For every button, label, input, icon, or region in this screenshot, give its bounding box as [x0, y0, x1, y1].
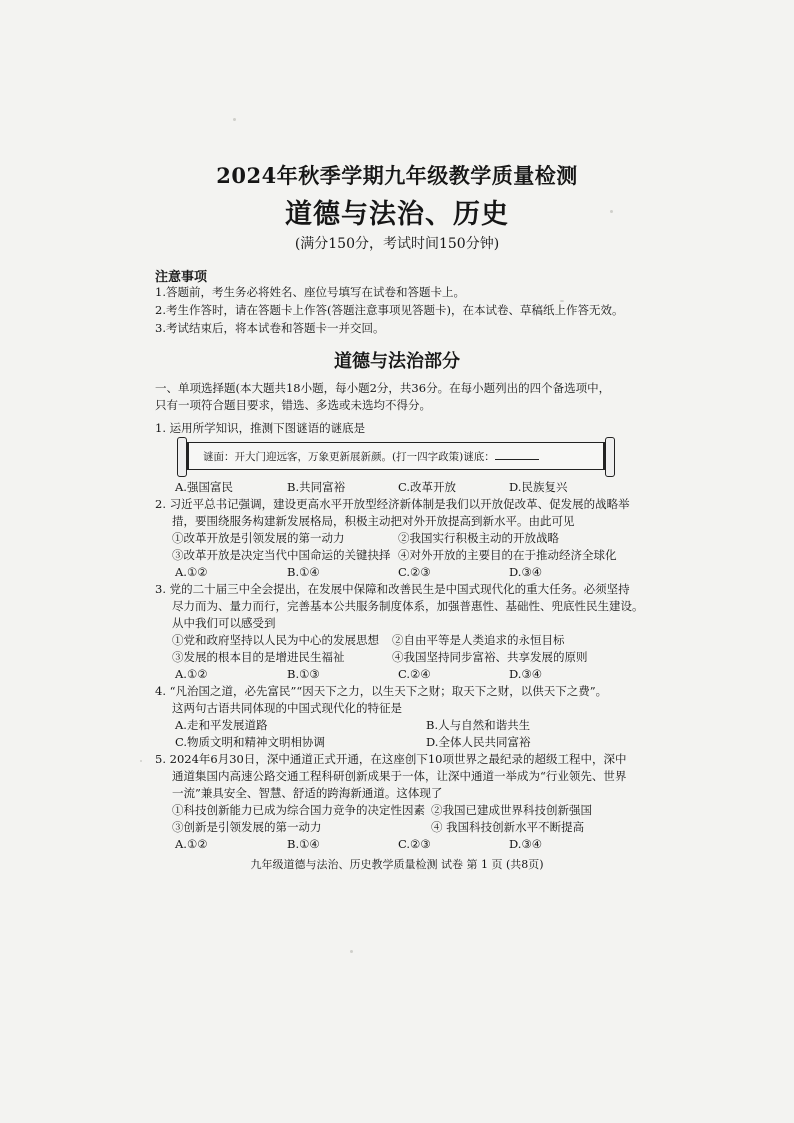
question-4-stem: 这两句古语共同体现的中国式现代化的特征是 — [172, 701, 402, 715]
notes-heading: 注意事项 — [155, 270, 208, 285]
option: C.②③ — [398, 565, 431, 579]
option: A.①② — [175, 667, 208, 681]
statement: ①改革开放是引领发展的第一动力 — [172, 531, 345, 545]
statement: ①科技创新能力已成为综合国力竞争的决定性因素 — [172, 803, 425, 817]
scan-speck — [233, 118, 236, 121]
option: C.②③ — [398, 837, 431, 851]
question-3-stem: 从中我们可以感受到 — [172, 616, 276, 630]
subject-title: 道德与法治、历史 — [285, 199, 509, 230]
option: A.强国富民 — [175, 480, 233, 494]
option: A.走和平发展道路 — [175, 718, 268, 732]
question-1-stem: 1. 运用所学知识，推测下图谜语的谜底是 — [155, 421, 366, 435]
statement: ②自由平等是人类追求的永恒目标 — [392, 633, 565, 647]
option: D.③④ — [509, 837, 543, 851]
option: D.③④ — [509, 565, 543, 579]
statement: ②我国实行积极主动的开放战略 — [398, 531, 559, 545]
option: B.人与自然和谐共生 — [426, 718, 531, 732]
question-5-stem: 通道集国内高速公路交通工程科研创新成果于一体，让深中通道一举成为“行业领先、世界 — [172, 769, 627, 783]
statement: ④我国坚持同步富裕、共享发展的原则 — [392, 650, 588, 664]
score-time: (满分150分，考试时间150分钟) — [294, 236, 500, 252]
scan-speck — [140, 760, 142, 762]
option: A.①② — [175, 565, 208, 579]
option: C.物质文明和精神文明相协调 — [175, 735, 326, 749]
statement: ④对外开放的主要目的在于推动经济全球化 — [398, 548, 617, 562]
option: B.①④ — [287, 837, 320, 851]
notes-item: 1.答题前，考生务必将姓名、座位号填写在试卷和答题卡上。 — [155, 285, 465, 299]
page-footer: 九年级道德与法治、历史教学质量检测 试卷 第 1 页 (共8页) — [250, 858, 544, 871]
scan-speck — [560, 300, 564, 302]
question-3-stem: 尽力而为、量力而行，完善基本公共服务制度体系，加强普惠性、基础性、兜底性民生建设。 — [172, 599, 644, 613]
option: D.民族复兴 — [509, 480, 568, 494]
statement: ④ 我国科技创新水平不断提高 — [431, 820, 585, 834]
question-4-stem: 4. “凡治国之道，必先富民”“因天下之力，以生天下之财；取天下之财，以供天下之费”。 — [155, 684, 608, 698]
section-instruction: 只有一项符合题目要求，错选、多选或未选均不得分。 — [155, 398, 431, 412]
section-title: 道德与法治部分 — [334, 351, 460, 372]
section-instruction: 一、单项选择题(本大题共18小题，每小题2分，共36分。在每小题列出的四个备选项中， — [155, 381, 611, 395]
statement: ②我国已建成世界科技创新强国 — [431, 803, 592, 817]
scan-speck — [350, 950, 353, 953]
option: D.③④ — [509, 667, 543, 681]
question-5-stem: 一流”兼具安全、智慧、舒适的跨海新通道。这体现了 — [172, 786, 443, 800]
exam-title: 2024年秋季学期九年级教学质量检测 — [216, 163, 578, 188]
statement: ③创新是引领发展的第一动力 — [172, 820, 322, 834]
statement: ③改革开放是决定当代中国命运的关键抉择 — [172, 548, 391, 562]
option: B.①④ — [287, 565, 320, 579]
notes-item: 3.考试结束后，将本试卷和答题卡一并交回。 — [155, 321, 385, 335]
option: C.②④ — [398, 667, 431, 681]
option: C.改革开放 — [398, 480, 457, 494]
option: B.①③ — [287, 667, 320, 681]
option: D.全体人民共同富裕 — [426, 735, 531, 749]
answer-blank — [495, 449, 539, 460]
riddle-text: 谜面：开大门迎远客，万象更新展新颜。(打一四字政策)谜底： — [203, 449, 539, 464]
question-2-stem: 措，要围绕服务构建新发展格局，积极主动把对外开放提高到新水平。由此可见 — [172, 514, 575, 528]
question-2-stem: 2. 习近平总书记强调，建设更高水平开放型经济新体制是我们以开放促改革、促发展的战略举 — [155, 497, 630, 511]
notes-item: 2.考生作答时，请在答题卡上作答(答题注意事项见答题卡)，在本试卷、草稿纸上作答无效。 — [155, 303, 624, 317]
option: A.①② — [175, 837, 208, 851]
statement: ①党和政府坚持以人民为中心的发展思想 — [172, 633, 379, 647]
question-5-stem: 5. 2024年6月30日，深中通道正式开通，在这座创下10项世界之最纪录的超级工程中，深中 — [155, 752, 627, 766]
question-3-stem: 3. 党的二十届三中全会提出，在发展中保障和改善民生是中国式现代化的重大任务。必须坚持 — [155, 582, 630, 596]
statement: ③发展的根本目的是增进民生福祉 — [172, 650, 345, 664]
option: B.共同富裕 — [287, 480, 346, 494]
riddle-scroll — [186, 442, 606, 470]
